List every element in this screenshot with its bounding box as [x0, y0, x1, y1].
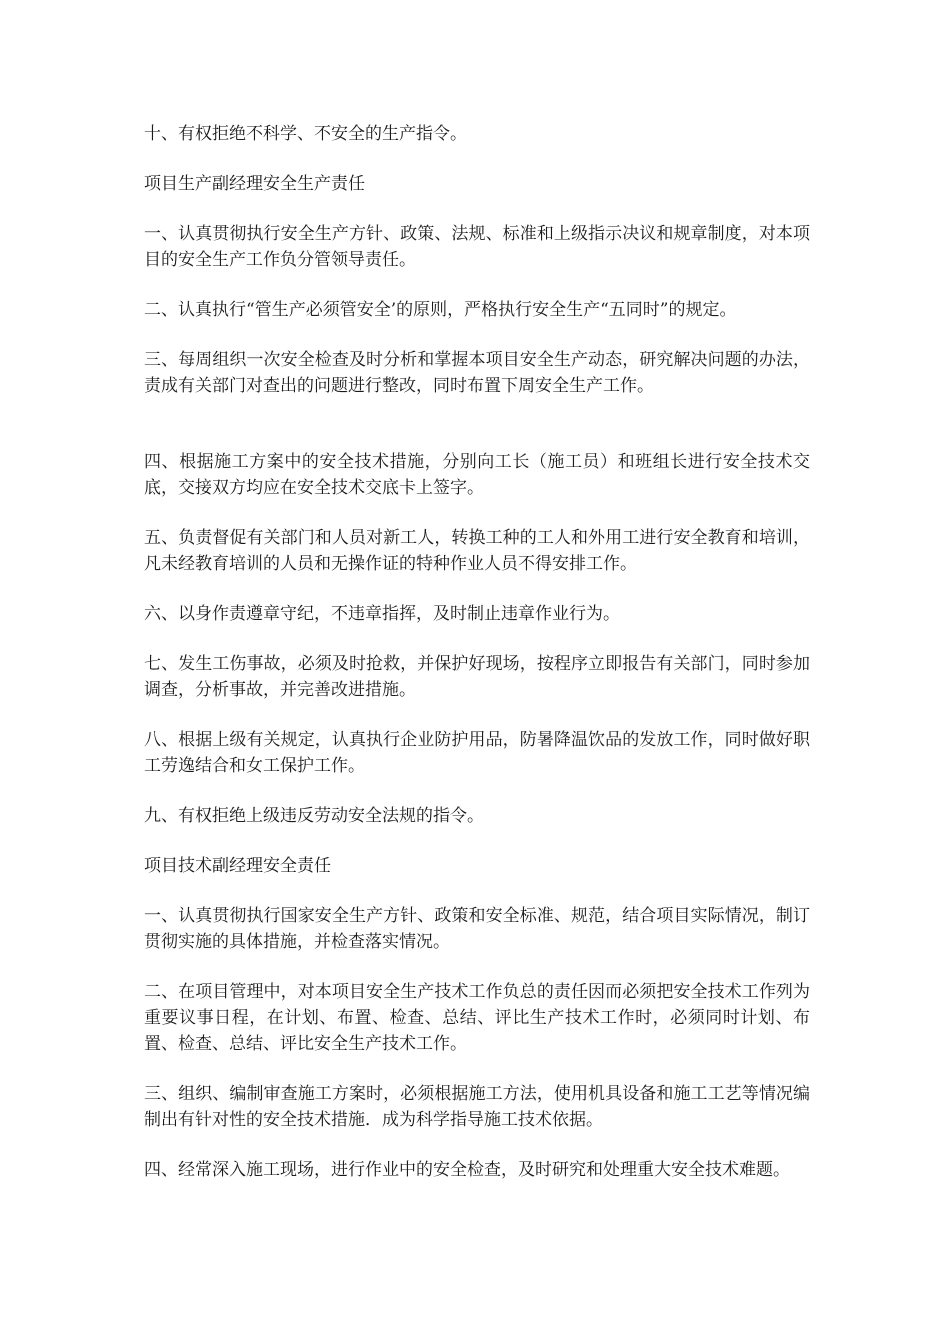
paragraph-item-10: 十、有权拒绝不科学、不安全的生产指令。 — [144, 124, 467, 144]
paragraph-tech-item-3: 三、组织、编制审查施工方案时，必须根据施工方法，使用机具设备和施工工艺等情况编制出有针对性的安全技术措施．成为科学指导施工技术依据。 — [144, 1084, 810, 1130]
paragraph-item-9: 九、有权拒绝上级违反劳动安全法规的指令。 — [144, 806, 484, 826]
paragraph-item-8: 八、根据上级有关规定，认真执行企业防护用品，防暑降温饮品的发放工作，同时做好职工劳逸结合和女工保护工作。 — [144, 730, 810, 776]
paragraph-tech-item-1: 一、认真贯彻执行国家安全生产方针、政策和安全标准、规范，结合项目实际情况，制订贯彻实施的具体措施，并检查落实情况。 — [144, 906, 810, 952]
section-heading-technical-deputy: 项目技术副经理安全责任 — [144, 856, 331, 876]
paragraph-item-5: 五、负责督促有关部门和人员对新工人，转换工种的工人和外用工进行安全教育和培训，凡未经教育培训的人员和无操作证的特种作业人员不得安排工作。 — [144, 528, 810, 574]
paragraph-item-2: 二、认真执行“管生产必须管安全’的原则，严格执行安全生产“五同时”的规定。 — [144, 300, 737, 320]
paragraph-tech-item-4: 四、经常深入施工现场，进行作业中的安全检查，及时研究和处理重大安全技术难题。 — [144, 1160, 790, 1180]
paragraph-item-3: 三、每周组织一次安全检查及时分析和掌握本项目安全生产动态，研究解决问题的办法，责成有关部门对查出的问题进行整改，同时布置下周安全生产工作。 — [144, 350, 810, 396]
section-heading-production-deputy: 项目生产副经理安全生产责任 — [144, 174, 365, 194]
paragraph-item-6: 六、以身作责遵章守纪，不违章指挥，及时制止违章作业行为。 — [144, 604, 620, 624]
document-body — [144, 121, 810, 1207]
paragraph-item-7: 七、发生工伤事故，必须及时抢救，并保护好现场，按程序立即报告有关部门，同时参加调查，分析事故，并完善改进措施。 — [144, 654, 810, 700]
paragraph-item-4: 四、根据施工方案中的安全技术措施，分别向工长（施工员）和班组长进行安全技术交底，交接双方均应在安全技术交底卡上签字。 — [144, 452, 810, 498]
paragraph-item-1: 一、认真贯彻执行安全生产方针、政策、法规、标准和上级指示决议和规章制度，对本项目的安全生产工作负分管领导责任。 — [144, 224, 810, 270]
paragraph-tech-item-2: 二、在项目管理中，对本项目安全生产技术工作负总的责任因而必须把安全技术工作列为重要议事日程，在计划、布置、检查、总结、评比生产技术工作时，必须同时计划、布置、检查、总结、评比安全生产技术工作。 — [144, 982, 810, 1054]
